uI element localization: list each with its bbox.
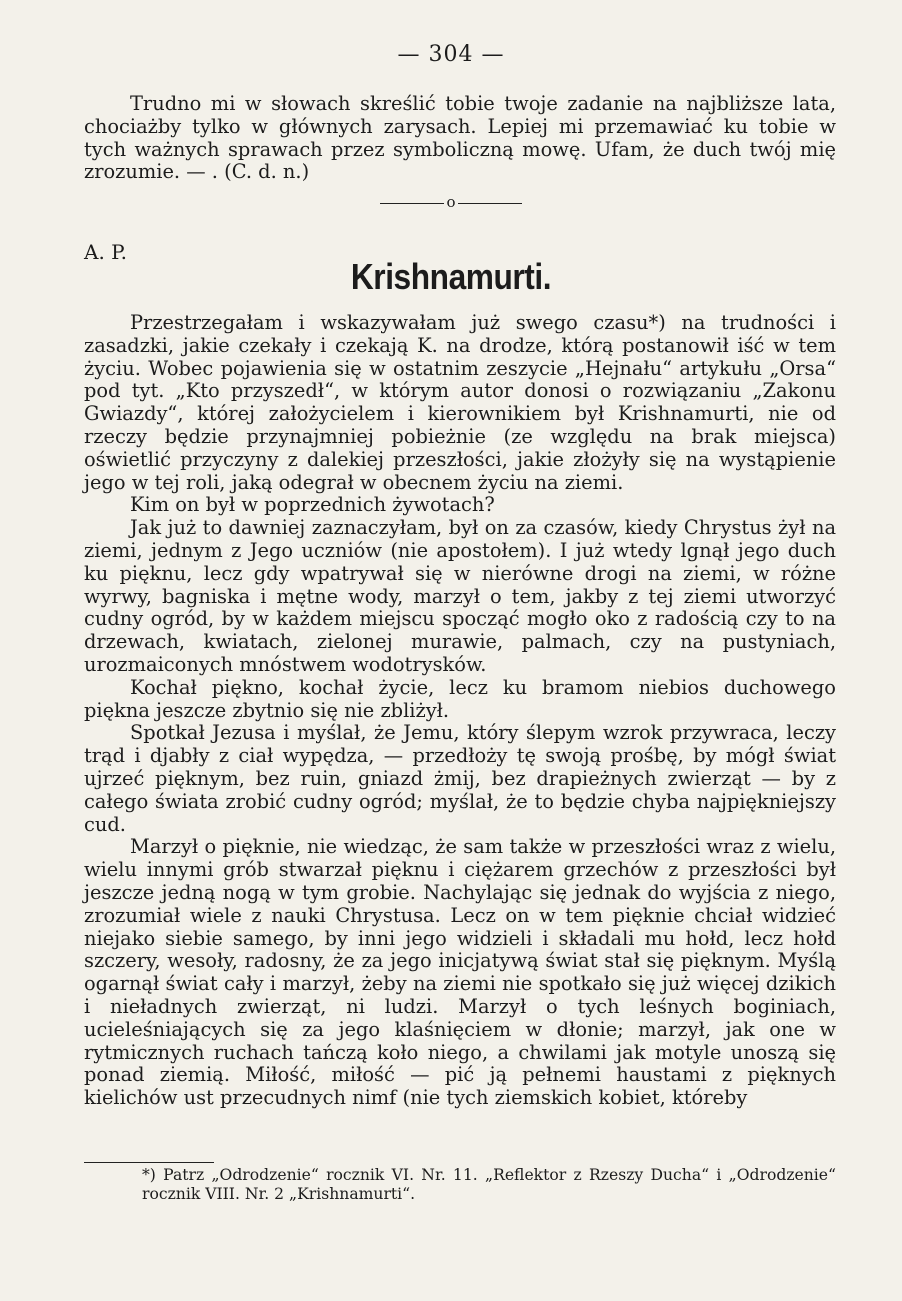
section-separator	[0, 193, 902, 211]
article-author: A. P.	[84, 240, 127, 264]
body-paragraph: Marzył o pięknie, nie wiedząc, że sam także w przeszłości wraz z wielu, wielu innymi grób stwarzał pięknu i ciężarem grzechów z przeszłości był jeszcze jedną nogą w tym grobie. Nachylając się jednak do wyjścia z niego, zrozumiał wiele z nauki Chrystusa. Lecz on w tem pięknie chciał widzieć niejako siebie samego, by inni jego widzieli i składali mu hołd, lecz hołd szczery, wesoły, radosny, że za jego inicjatywą świat stał się pięknym. Myślą ogarnął świat cały i marzył, żeby na ziemi nie spotkało się już więcej dzikich i nieładnych zwierząt, ni ludzi. Marzył o tych leśnych boginiach, ucieleśniających się za jego klaśnięciem w dłonie; marzył, jak one w rytmicznych ruchach tańczą koło niego, a chwilami jak motyle unoszą się ponad ziemią. Miłość, miłość — pić ją pełnemi haustami z pięknych kielichów ust przecudnych nimf (nie tych ziemskich kobiet, któreby	[84, 835, 836, 1110]
body-paragraph: Przestrzegałam i wskazywałam już swego czasu*) na trudności i zasadzki, jakie czekały i czekają K. na drodze, którą postanowił iść w tem życiu. Wobec pojawienia się w ostatnim zeszycie „Hejnału“ artykułu „Orsa“ pod tyt. „Kto przyszedł“, w którym autor donosi o rozwiązaniu „Zakonu Gwiazdy“, której założycielem i kierownikiem był Krishnamurti, nie od rzeczy będzie przynajmniej pobieżnie (ze względu na brak miejsca) oświetlić przyczyny z dalekiej przeszłości, jakie złożyły się na wystąpienie jego w tej roli, jaką odegrał w obecnem życiu na ziemi.	[84, 311, 836, 494]
body-paragraph: Kim on był w poprzednich żywotach?	[130, 493, 495, 517]
footnote	[84, 1166, 836, 1204]
intro-paragraph: Trudno mi w słowach skreślić tobie twoje zadanie na najbliższe lata, chociażby tylko w głównych zarysach. Lepiej mi przemawiać ku tobie w tych ważnych sprawach przez symboliczną mowę. Ufam, że duch twój mię zrozumie. — . (C. d. n.)	[84, 92, 836, 184]
separator-line-right	[458, 203, 522, 204]
footnote-text: *) Patrz „Odrodzenie“ rocznik VI. Nr. 11. „Reflektor z Rzeszy Ducha“ i „Odrodzenie“ rocznik VIII. Nr. 2 „Krishnamurti“.	[142, 1166, 836, 1203]
separator-mark: o	[446, 193, 456, 211]
body-paragraph: Jak już to dawniej zaznaczyłam, był on za czasów, kiedy Chrystus żył na ziemi, jednym z Jego uczniów (nie apostołem). I już wtedy lgnął jego duch ku pięknu, lecz gdy wpatrywał się w nierówne drogi na ziemi, w różne wyrwy, bagniska i mętne wody, marzył o tem, jakby z tej ziemi utworzyć cudny ogród, by w każdem miejscu spocząć mogło oko z radością czy to na drzewach, kwiatach, zielonej murawie, palmach, czy na pustyniach, urozmaiconych mnóstwem wodotrysków.	[84, 516, 836, 676]
separator-line-left	[380, 203, 444, 204]
page-number: — 304 —	[397, 42, 505, 67]
article-body	[84, 312, 836, 1110]
body-paragraph: Spotkał Jezusa i myślał, że Jemu, który ślepym wzrok przywraca, leczy trąd i djabły z ciał wypędza, — przedłoży tę swoją prośbę, by mógł świat ujrzeć pięknym, bez ruin, gniazd żmij, bez drapieżnych zwierząt — by z całego świata zrobić cudny ogród; myślał, że to będzie chyba najpiękniejszy cud.	[84, 721, 836, 836]
body-paragraph: Kochał piękno, kochał życie, lecz ku bramom niebios duchowego piękna jeszcze zbytnio się nie zbliżył.	[84, 675, 836, 722]
intro-text	[84, 93, 836, 184]
footnote-rule	[84, 1162, 214, 1163]
article-title: Krishnamurti.	[350, 256, 552, 297]
